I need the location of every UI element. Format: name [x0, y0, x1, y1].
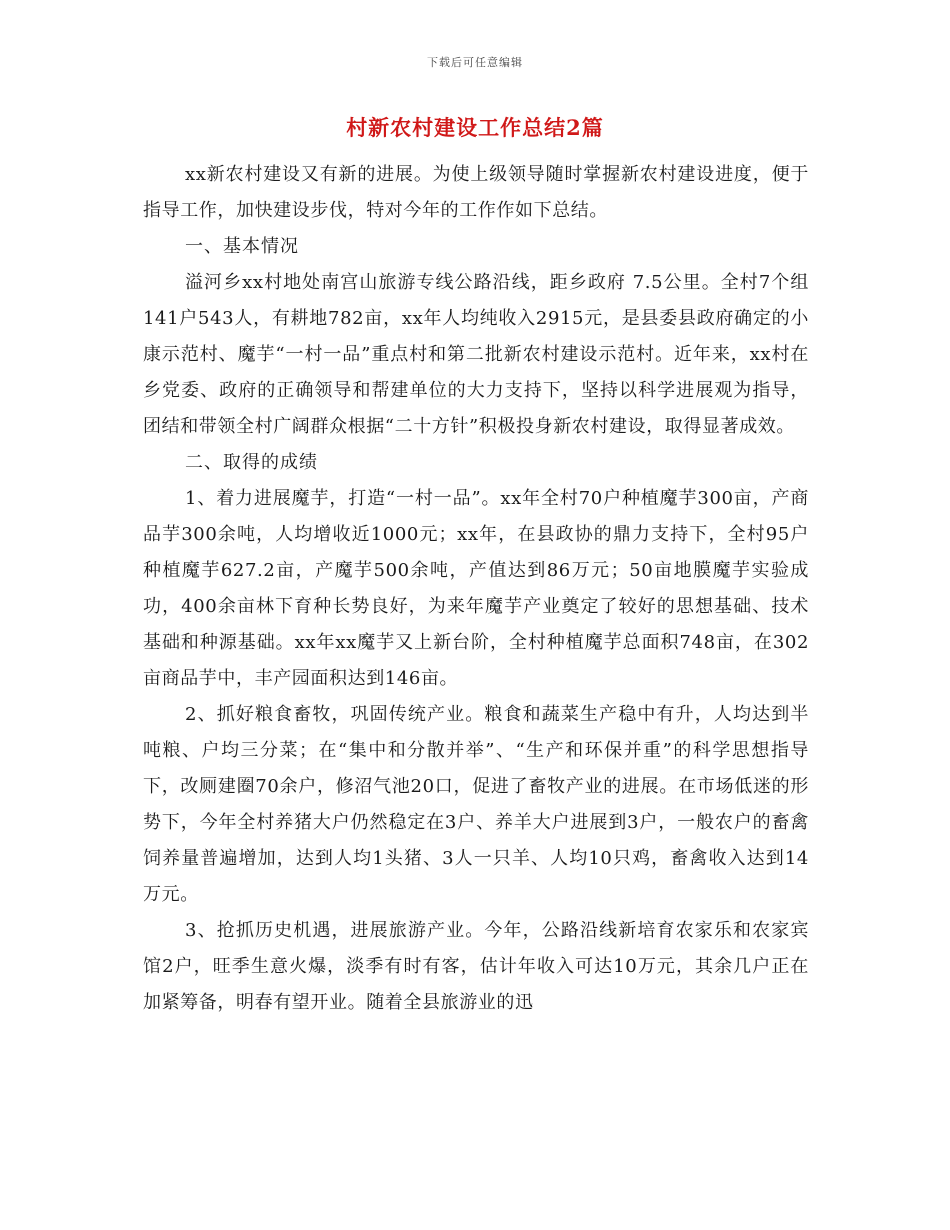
intro-paragraph: xx新农村建设又有新的进展。为使上级领导随时掌握新农村建设进度，便于指导工作，加快建设步伐，特对今年的工作作如下总结。	[143, 164, 809, 221]
achievement-paragraph-konjac: 1、着力进展魔芋，打造“一村一品”。xx年全村70户种植魔芋300亩，产商品芋300余吨，人均增收近1000元；xx年，在县政协的鼎力支持下，全村95户种植魔芋627.2亩，产魔芋500余吨，产值达到86万元；50亩地膜魔芋实验成功，400余亩林下育种长势良好，为来年魔芋产业奠定了较好的思想基础、技术基础和种源基础。xx年xx魔芋又上新台阶，全村种植魔芋总面积748亩，在302亩商品芋中，丰产园面积达到146亩。	[143, 488, 809, 689]
header-note: 下载后可任意编辑	[427, 56, 523, 69]
section-heading-basic-situation: 一、基本情况	[185, 236, 299, 257]
document-body	[143, 157, 809, 1021]
achievement-paragraph-tourism: 3、抢抓历史机遇，进展旅游产业。今年，公路沿线新培育农家乐和农家宾馆2户，旺季生意火爆，淡季有时有客，估计年收入可达10万元，其余几户正在加紧筹备，明春有望开业。随着全县旅游业的迅	[143, 920, 809, 1013]
achievement-paragraph-grain-livestock: 2、抓好粮食畜牧，巩固传统产业。粮食和蔬菜生产稳中有升，人均达到半吨粮、户均三分菜；在“集中和分散并举”、“生产和环保并重”的科学思想指导下，改厕建圈70余户，修沼气池20口，促进了畜牧产业的进展。在市场低迷的形势下，今年全村养猪大户仍然稳定在3户、养羊大户进展到3户，一般农户的畜禽饲养量普遍增加，达到人均1头猪、3人一只羊、人均10只鸡，畜禽收入达到14万元。	[143, 704, 809, 905]
document-title: 村新农村建设工作总结2篇	[346, 115, 604, 140]
basic-situation-paragraph: 溢河乡xx村地处南宫山旅游专线公路沿线，距乡政府 7.5公里。全村7个组141户543人，有耕地782亩，xx年人均纯收入2915元，是县委县政府确定的小康示范村、魔芋“一村一品”重点村和第二批新农村建设示范村。近年来，xx村在乡党委、政府的正确领导和帮建单位的大力支持下，坚持以科学进展观为指导，团结和带领全村广阔群众根据“二十方针”积极投身新农村建设，取得显著成效。	[143, 272, 809, 437]
section-heading-achievements: 二、取得的成绩	[185, 452, 318, 473]
